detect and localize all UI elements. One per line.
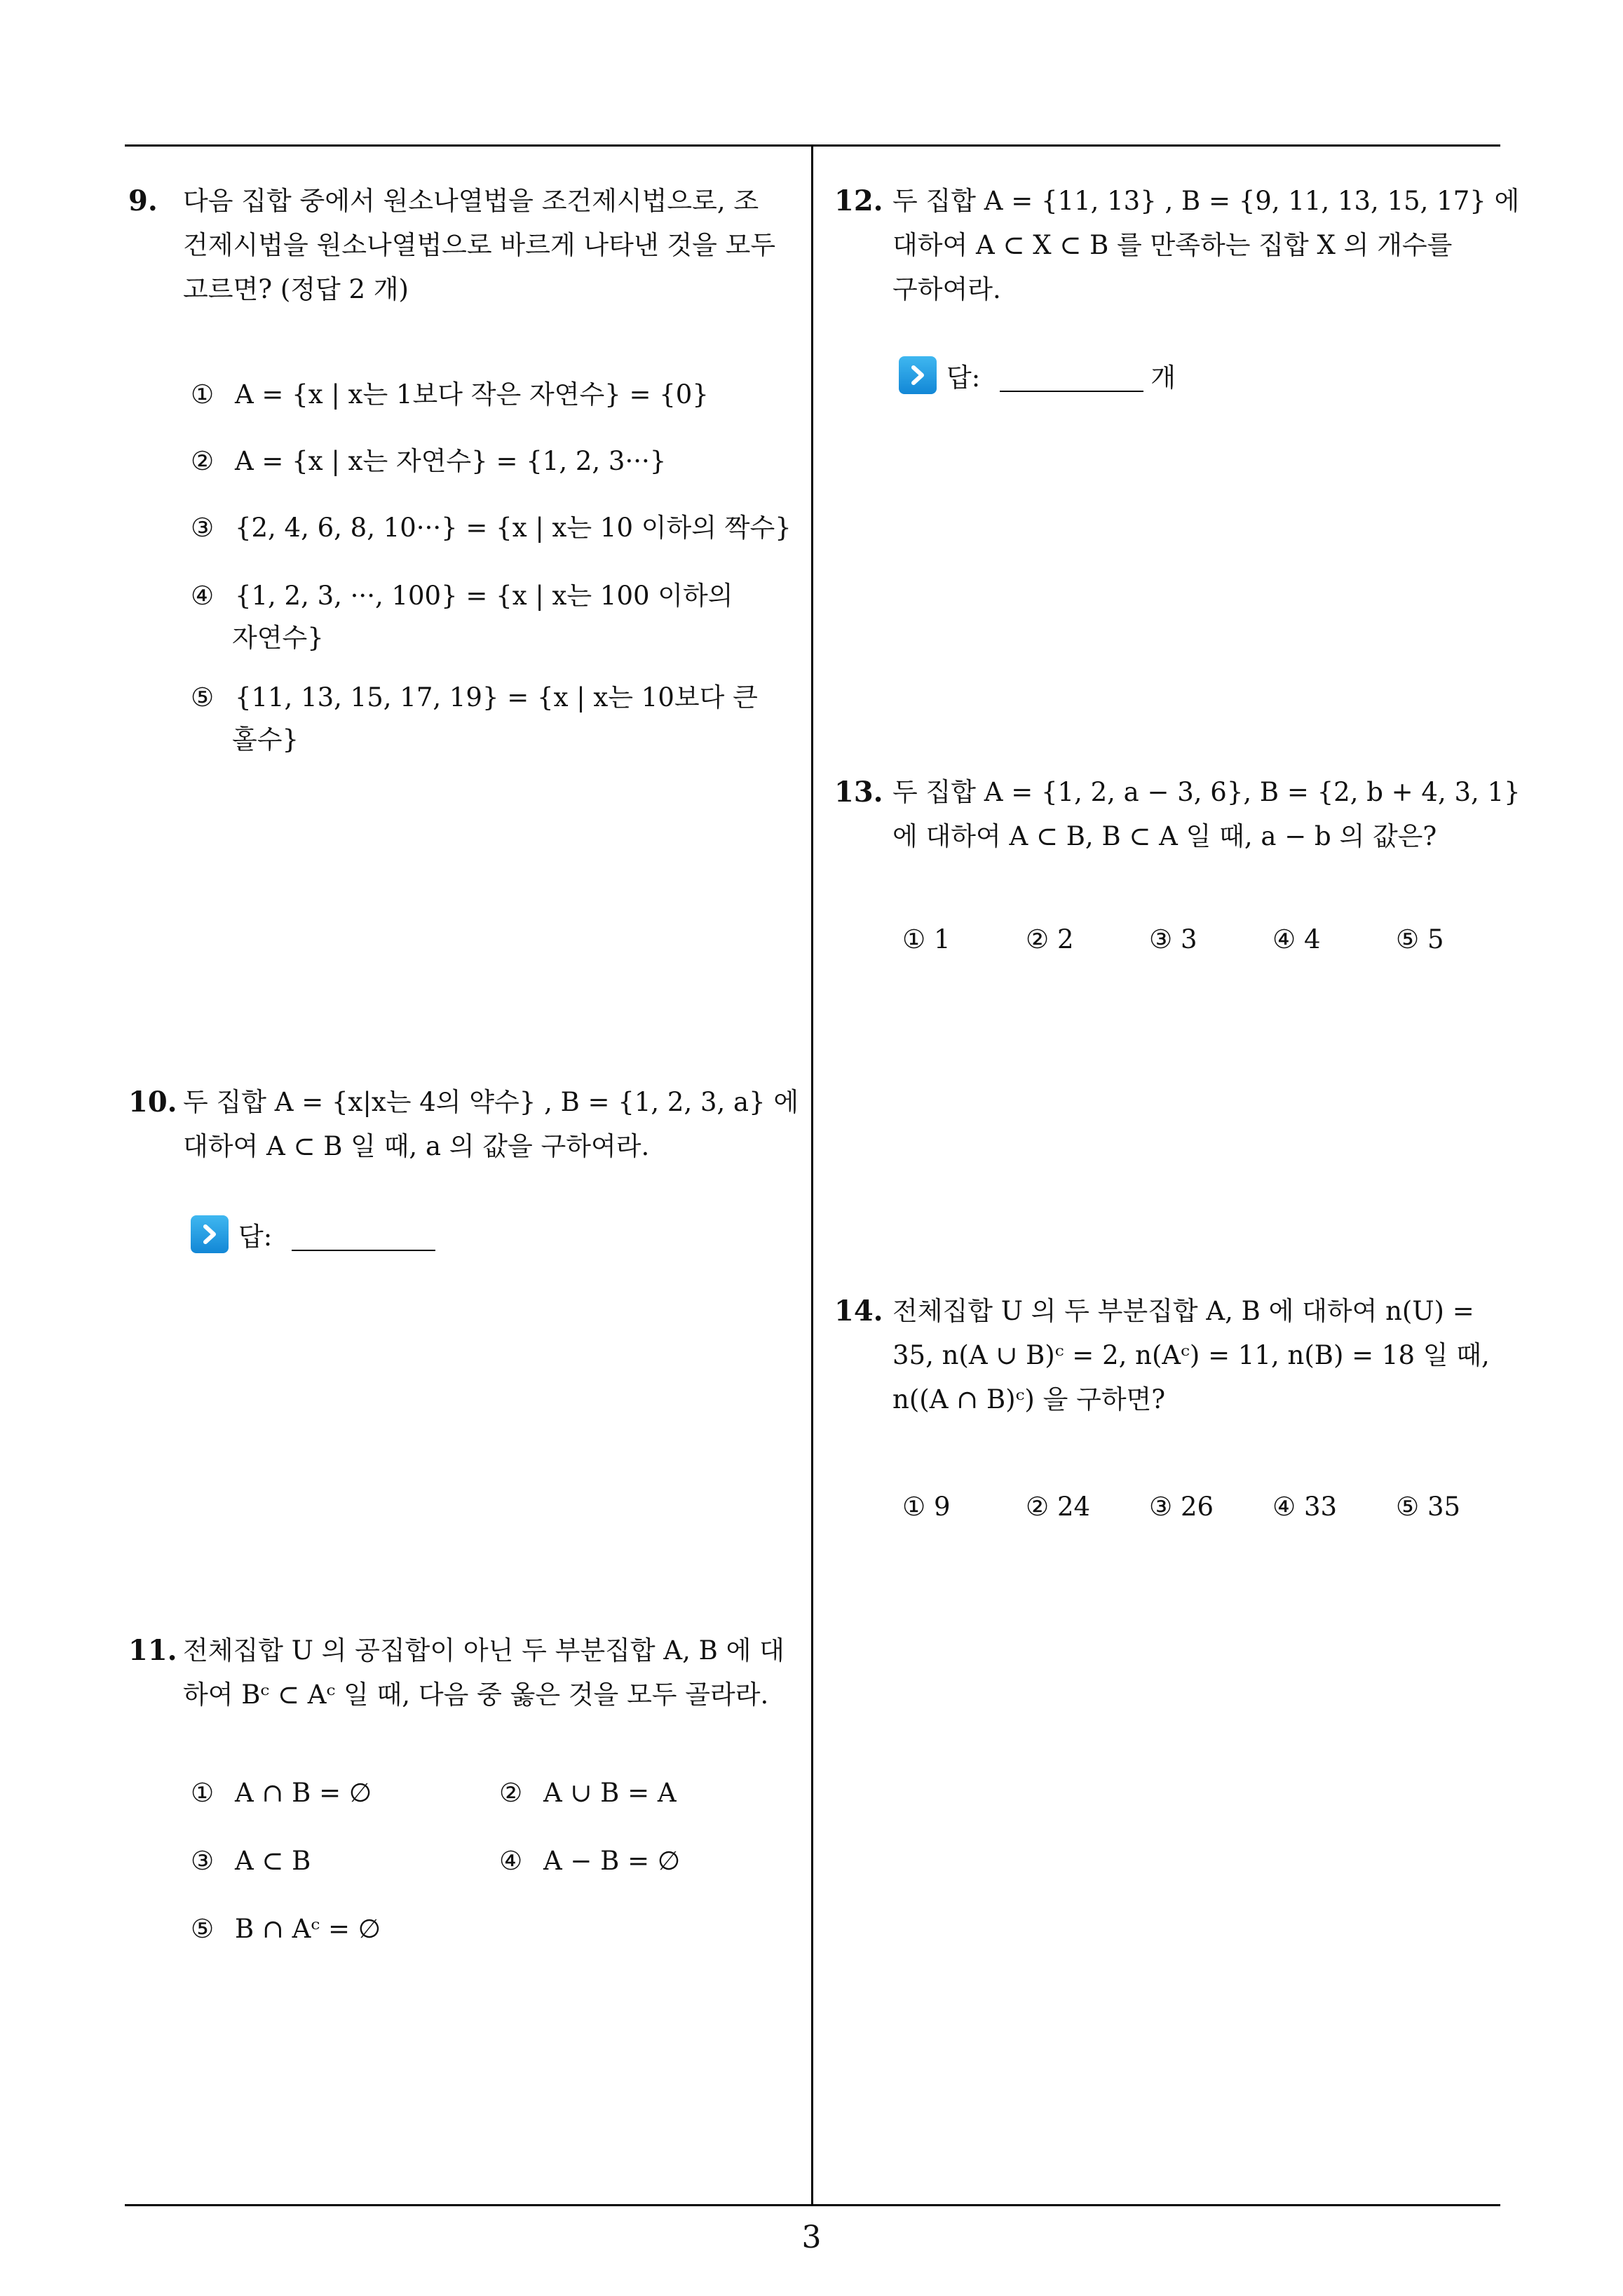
q12-answer-row — [899, 356, 1176, 394]
question-text-line: 대하여 A ⊂ X ⊂ B 를 만족하는 집합 X 의 개수를 — [892, 230, 1453, 260]
option-mark: ② — [191, 446, 215, 476]
option-text: 5 — [1427, 924, 1444, 954]
option-text: 26 — [1180, 1492, 1214, 1522]
option-mark: ③ — [1149, 924, 1173, 954]
question-number: 11. — [128, 1634, 177, 1667]
page-number: 3 — [801, 2220, 822, 2255]
answer-blank[interactable] — [1000, 358, 1143, 392]
option-text-continued: 홀수} — [232, 724, 299, 755]
question-text-line: 35, n(A ∪ B)ᶜ = 2, n(Aᶜ) = 11, n(B) = 18 일 때, — [892, 1340, 1490, 1370]
option-text: {1, 2, 3, ···, 100} = {x | x는 100 이하의 — [234, 581, 733, 611]
option-text: 33 — [1303, 1492, 1338, 1522]
option-text: A = {x | x는 1보다 작은 자연수} = {0} — [234, 379, 709, 410]
question-11 — [128, 1628, 801, 1717]
option-mark: ④ — [1272, 924, 1296, 954]
q9-option-3[interactable] — [191, 507, 792, 549]
question-12 — [834, 179, 1520, 311]
question-number: 9. — [128, 184, 158, 217]
option-text: 1 — [933, 924, 951, 954]
answer-unit: 개 — [1150, 363, 1176, 393]
question-10 — [128, 1080, 801, 1168]
option-text: 3 — [1180, 924, 1197, 954]
option-text: 4 — [1303, 924, 1321, 954]
option-text: A ∪ B = A — [543, 1778, 677, 1808]
option-mark: ① — [191, 1778, 215, 1808]
q9-option-2[interactable] — [191, 440, 666, 482]
q14-option-5[interactable] — [1396, 1492, 1460, 1522]
q13-option-3[interactable] — [1149, 924, 1197, 954]
question-text-line: 고르면? (정답 2 개) — [183, 274, 409, 304]
question-number: 10. — [128, 1086, 177, 1119]
q13-option-5[interactable] — [1396, 924, 1444, 954]
q14-option-4[interactable] — [1272, 1492, 1337, 1522]
q14-option-1[interactable] — [902, 1492, 950, 1522]
question-text-line: 하여 Bᶜ ⊂ Aᶜ 일 때, 다음 중 옳은 것을 모두 골라라. — [183, 1680, 769, 1710]
q9-option-1[interactable] — [191, 374, 709, 416]
question-text-line: 구하여라. — [892, 274, 1001, 304]
option-mark: ① — [902, 1492, 926, 1522]
option-mark: ③ — [191, 513, 215, 543]
option-mark: ② — [499, 1778, 523, 1808]
q13-option-1[interactable] — [902, 924, 950, 954]
option-text: {2, 4, 6, 8, 10···} = {x | x는 10 이하의 짝수} — [234, 513, 792, 543]
question-number: 13. — [834, 776, 883, 809]
q14-option-2[interactable] — [1026, 1492, 1090, 1522]
question-text-line: 다음 집합 중에서 원소나열법을 조건제시법으로, 조 — [183, 186, 759, 216]
option-text: A ∩ B = ∅ — [234, 1778, 372, 1808]
option-mark: ② — [1026, 924, 1050, 954]
bottom-rule — [125, 2204, 1500, 2206]
option-mark: ⑤ — [191, 682, 215, 713]
question-text-line: 두 집합 A = {x|x는 4의 약수} , B = {1, 2, 3, a} 에 — [183, 1087, 799, 1117]
q11-option-4[interactable] — [499, 1840, 680, 1882]
question-number: 14. — [834, 1295, 883, 1328]
question-text-line: 전체집합 U 의 공집합이 아닌 두 부분집합 A, B 에 대 — [183, 1635, 785, 1666]
option-text-continued: 자연수} — [232, 623, 324, 653]
option-text: 24 — [1057, 1492, 1091, 1522]
q11-option-5[interactable] — [191, 1908, 381, 1950]
option-text: {11, 13, 15, 17, 19} = {x | x는 10보다 큰 — [234, 682, 758, 713]
q14-option-3[interactable] — [1149, 1492, 1214, 1522]
option-text: 35 — [1427, 1492, 1461, 1522]
q13-option-4[interactable] — [1272, 924, 1320, 954]
q11-option-1[interactable] — [191, 1772, 372, 1814]
option-text: A = {x | x는 자연수} = {1, 2, 3···} — [234, 446, 667, 476]
q9-option-5[interactable] — [191, 677, 758, 761]
question-9 — [128, 179, 801, 311]
question-text-line: 두 집합 A = {11, 13} , B = {9, 11, 13, 15, 17} 에 — [892, 186, 1520, 216]
answer-label: 답: — [946, 363, 981, 393]
question-text-line: 건제시법을 원소나열법으로 바르게 나타낸 것을 모두 — [183, 230, 776, 260]
option-mark: ② — [1026, 1492, 1050, 1522]
option-text: 2 — [1057, 924, 1074, 954]
question-number: 12. — [834, 184, 883, 217]
option-mark: ④ — [1272, 1492, 1296, 1522]
q13-options — [902, 924, 1491, 959]
option-mark: ① — [191, 379, 215, 410]
option-text: A ⊂ B — [234, 1846, 311, 1876]
option-mark: ① — [902, 924, 926, 954]
question-13 — [834, 770, 1521, 858]
q13-option-2[interactable] — [1026, 924, 1073, 954]
option-mark: ④ — [191, 581, 215, 611]
chevron-right-icon — [899, 356, 937, 394]
question-text-line: 두 집합 A = {1, 2, a − 3, 6}, B = {2, b + 4, 3, 1} — [892, 777, 1521, 807]
option-mark: ⑤ — [191, 1914, 215, 1944]
q9-option-4[interactable] — [191, 575, 733, 659]
option-text: B ∩ Aᶜ = ∅ — [234, 1914, 381, 1944]
question-14 — [834, 1289, 1507, 1422]
option-mark: ④ — [499, 1846, 523, 1876]
chevron-right-icon — [191, 1215, 229, 1253]
option-text: A − B = ∅ — [543, 1846, 681, 1876]
q10-answer-row — [191, 1215, 435, 1253]
q14-options — [902, 1492, 1491, 1527]
q11-option-3[interactable] — [191, 1840, 311, 1882]
question-text-line: 에 대하여 A ⊂ B, B ⊂ A 일 때, a − b 의 값은? — [892, 821, 1437, 851]
answer-label: 답: — [238, 1222, 273, 1252]
option-text: 9 — [933, 1492, 951, 1522]
option-mark: ③ — [1149, 1492, 1173, 1522]
column-divider — [811, 144, 813, 2206]
question-text-line: 대하여 A ⊂ B 일 때, a 의 값을 구하여라. — [183, 1131, 650, 1161]
question-text-line: 전체집합 U 의 두 부분집합 A, B 에 대하여 n(U) = — [892, 1296, 1474, 1326]
q11-option-2[interactable] — [499, 1772, 677, 1814]
answer-blank[interactable] — [292, 1217, 435, 1251]
option-mark: ⑤ — [1396, 924, 1420, 954]
option-mark: ⑤ — [1396, 1492, 1420, 1522]
option-mark: ③ — [191, 1846, 215, 1876]
question-text-line: n((A ∩ B)ᶜ) 을 구하면? — [892, 1384, 1166, 1414]
